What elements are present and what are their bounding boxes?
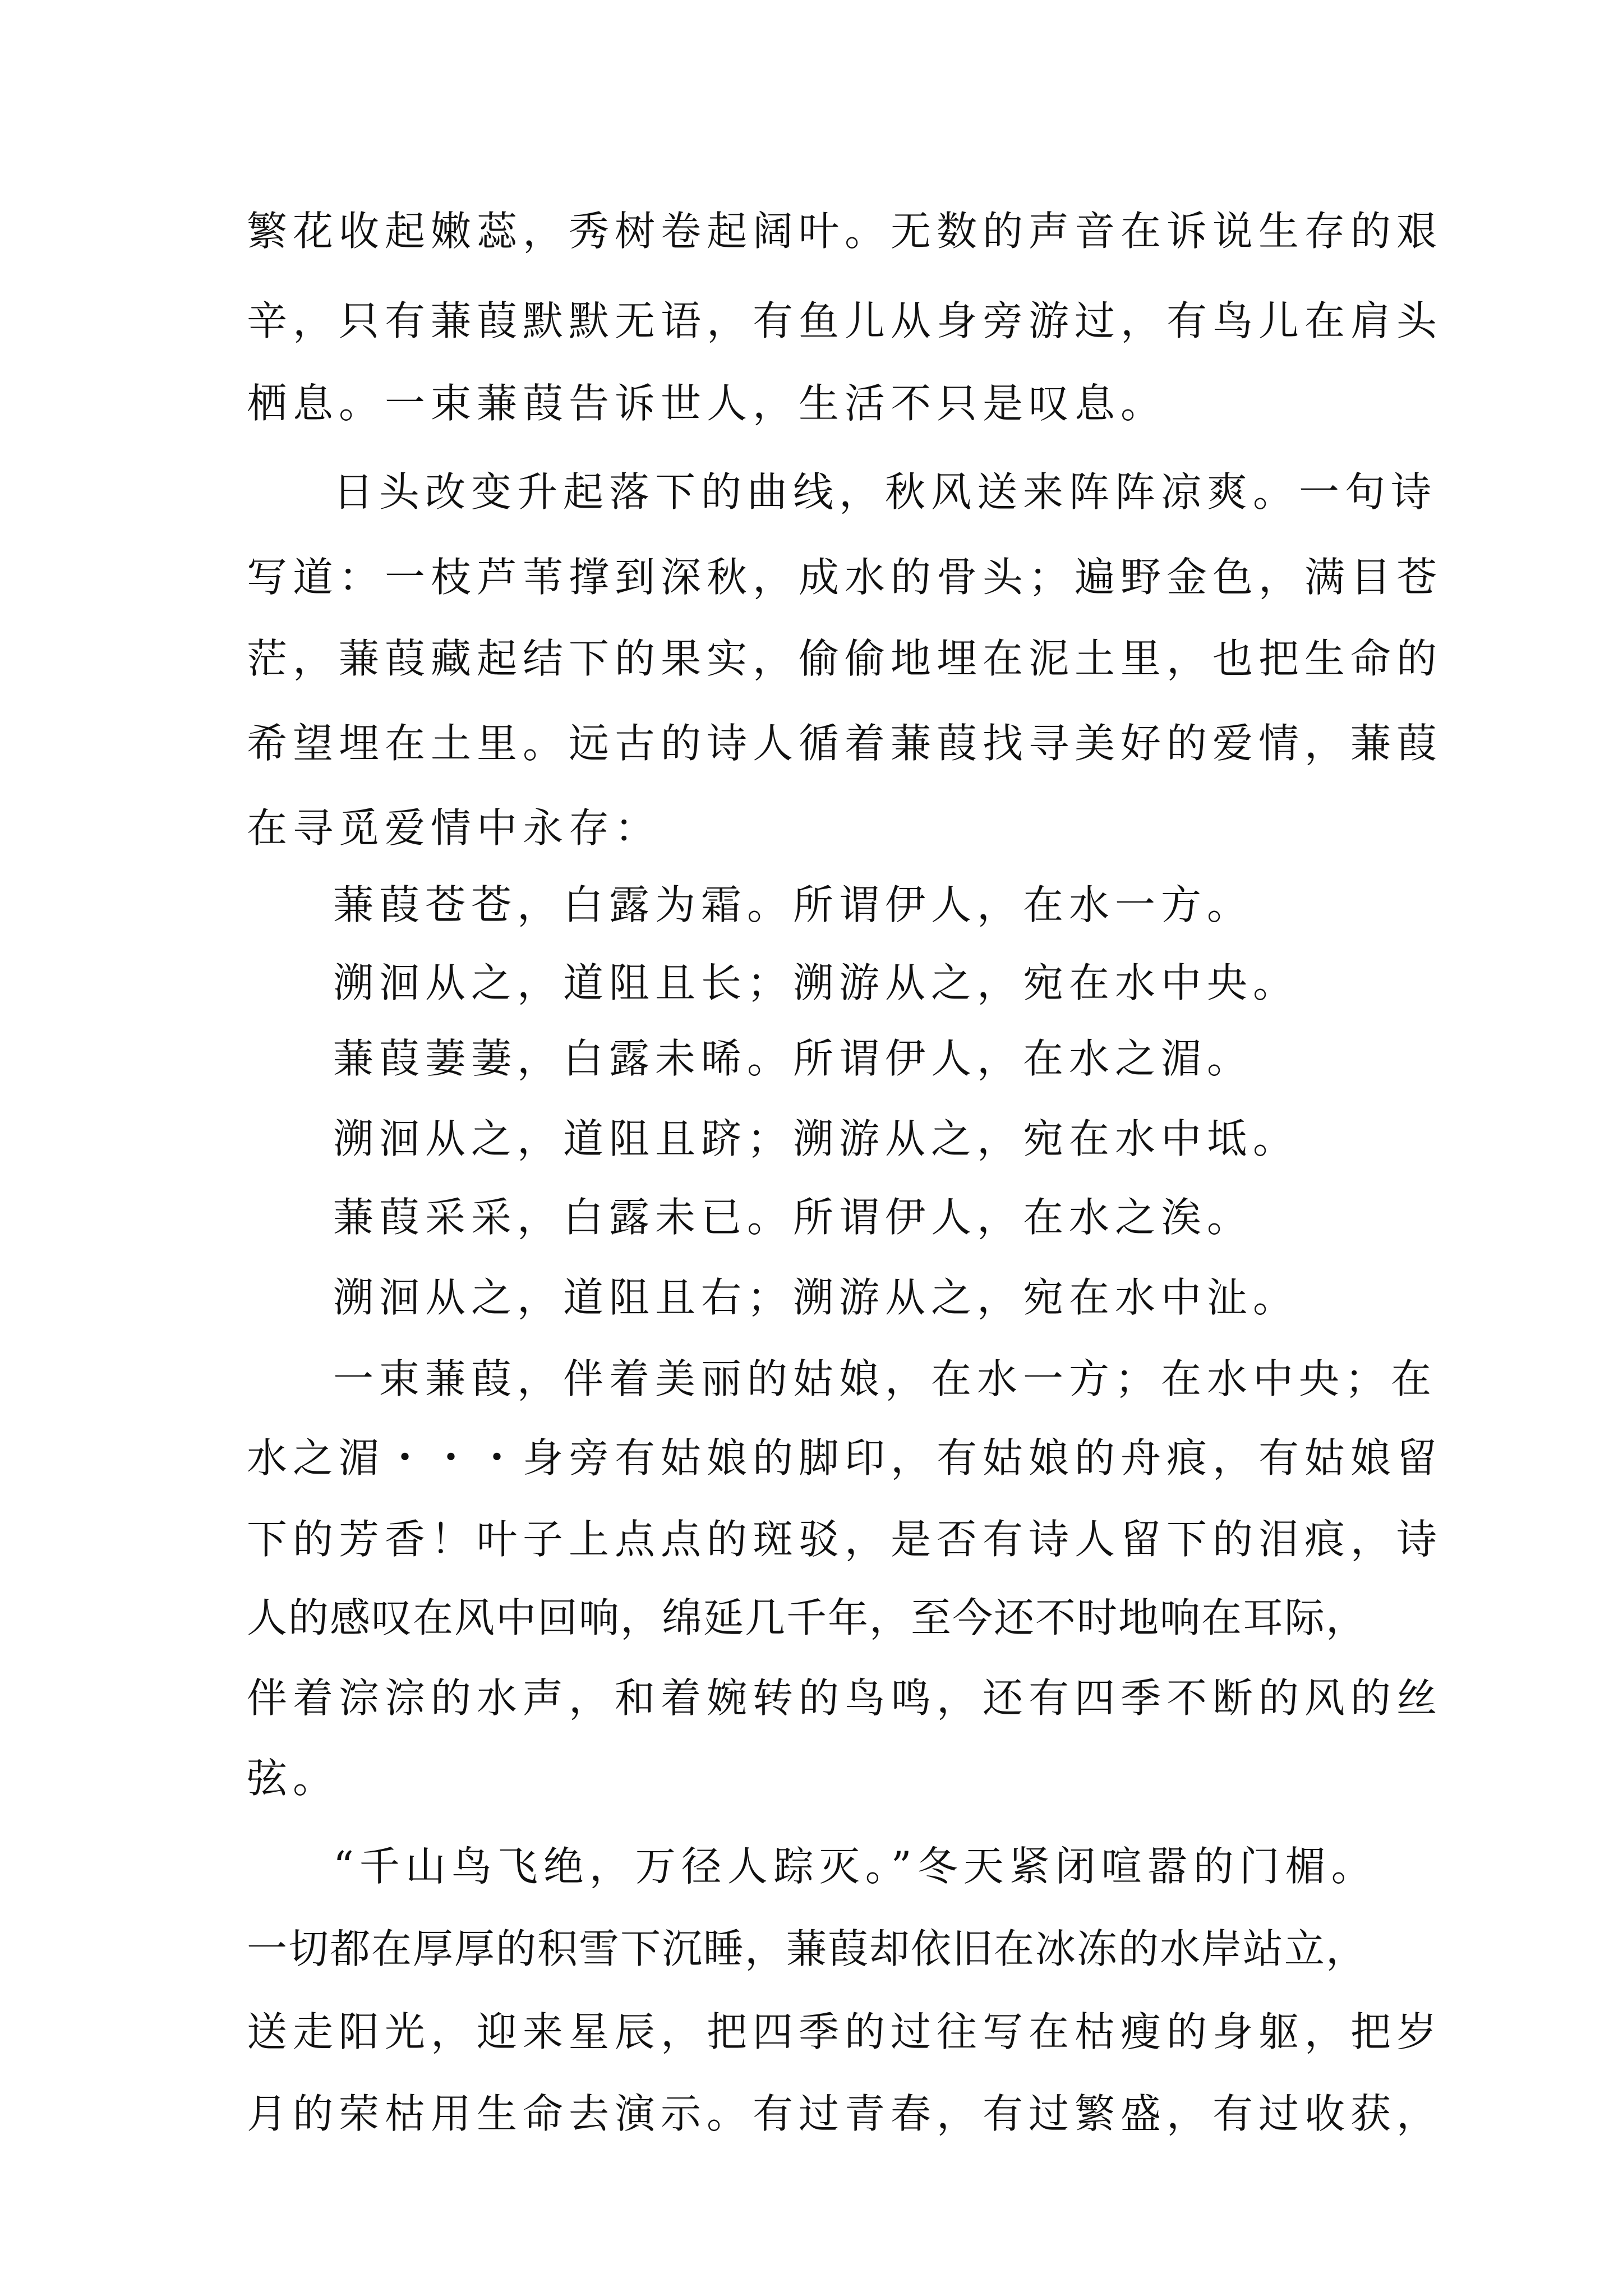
text-line: 写道：一枝芦苇撑到深秋，成水的骨头；遍野金色，满目苍: [247, 554, 1443, 601]
text-line: 希望埋在土里。远古的诗人循着蒹葭找寻美好的爱情，蒹葭: [247, 720, 1443, 767]
poem-line: 蒹葭苍苍，白露为霜。所谓伊人，在水一方。: [333, 881, 1253, 928]
poem-line: 溯洄从之，道阻且长；溯游从之，宛在水中央。: [333, 959, 1299, 1006]
text-line: 水之湄・・・身旁有姑娘的脚印，有姑娘的舟痕，有姑娘留: [247, 1434, 1443, 1481]
text-line: 栖息。一束蒹葭告诉世人，生活不只是叹息。: [247, 380, 1167, 427]
poem-line: 溯洄从之，道阻且跻；溯游从之，宛在水中坻。: [333, 1115, 1299, 1162]
paragraph-first-line: 日头改变升起落下的曲线，秋风送来阵阵凉爽。一句诗: [333, 468, 1437, 516]
text-line: 伴着淙淙的水声，和着婉转的鸟鸣，还有四季不断的风的丝: [247, 1674, 1443, 1722]
poem-line: 蒹葭采采，白露未已。所谓伊人，在水之涘。: [333, 1194, 1253, 1241]
text-line: 下的芳香！叶子上点点的斑驳，是否有诗人留下的泪痕，诗: [247, 1516, 1443, 1563]
text-line: 茫，蒹葭藏起结下的果实，偷偷地埋在泥土里，也把生命的: [247, 635, 1443, 682]
text-line: 送走阳光，迎来星辰，把四季的过往写在枯瘦的身躯，把岁: [247, 2008, 1443, 2055]
text-line: 辛，只有蒹葭默默无语，有鱼儿从身旁游过，有鸟儿在肩头: [247, 297, 1443, 344]
poem-line: 溯洄从之，道阻且右；溯游从之，宛在水中沚。: [333, 1274, 1299, 1321]
text-line: 月的荣枯用生命去演示。有过青春，有过繁盛，有过收获，: [247, 2090, 1443, 2137]
text-line: 一切都在厚厚的积雪下沉睡，蒹葭却依旧在冰冻的水岸站立，: [247, 1925, 1368, 1972]
paragraph-first-line: “千山鸟飞绝，万径人踪灭。”冬天紧闭喧嚣的门楣。: [333, 1843, 1377, 1890]
text-line: 人的感叹在风中回响，绵延几千年，至今还不时地响在耳际，: [247, 1594, 1368, 1641]
text-line: 繁花收起嫩蕊，秀树卷起阔叶。无数的声音在诉说生存的艰: [247, 208, 1443, 255]
poem-line: 蒹葭萋萋，白露未晞。所谓伊人，在水之湄。: [333, 1035, 1253, 1082]
text-line: 在寻觅爱情中永存：: [247, 804, 661, 852]
text-line: 弦。: [247, 1755, 339, 1802]
paragraph-first-line: 一束蒹葭，伴着美丽的姑娘，在水一方；在水中央；在: [333, 1355, 1437, 1402]
